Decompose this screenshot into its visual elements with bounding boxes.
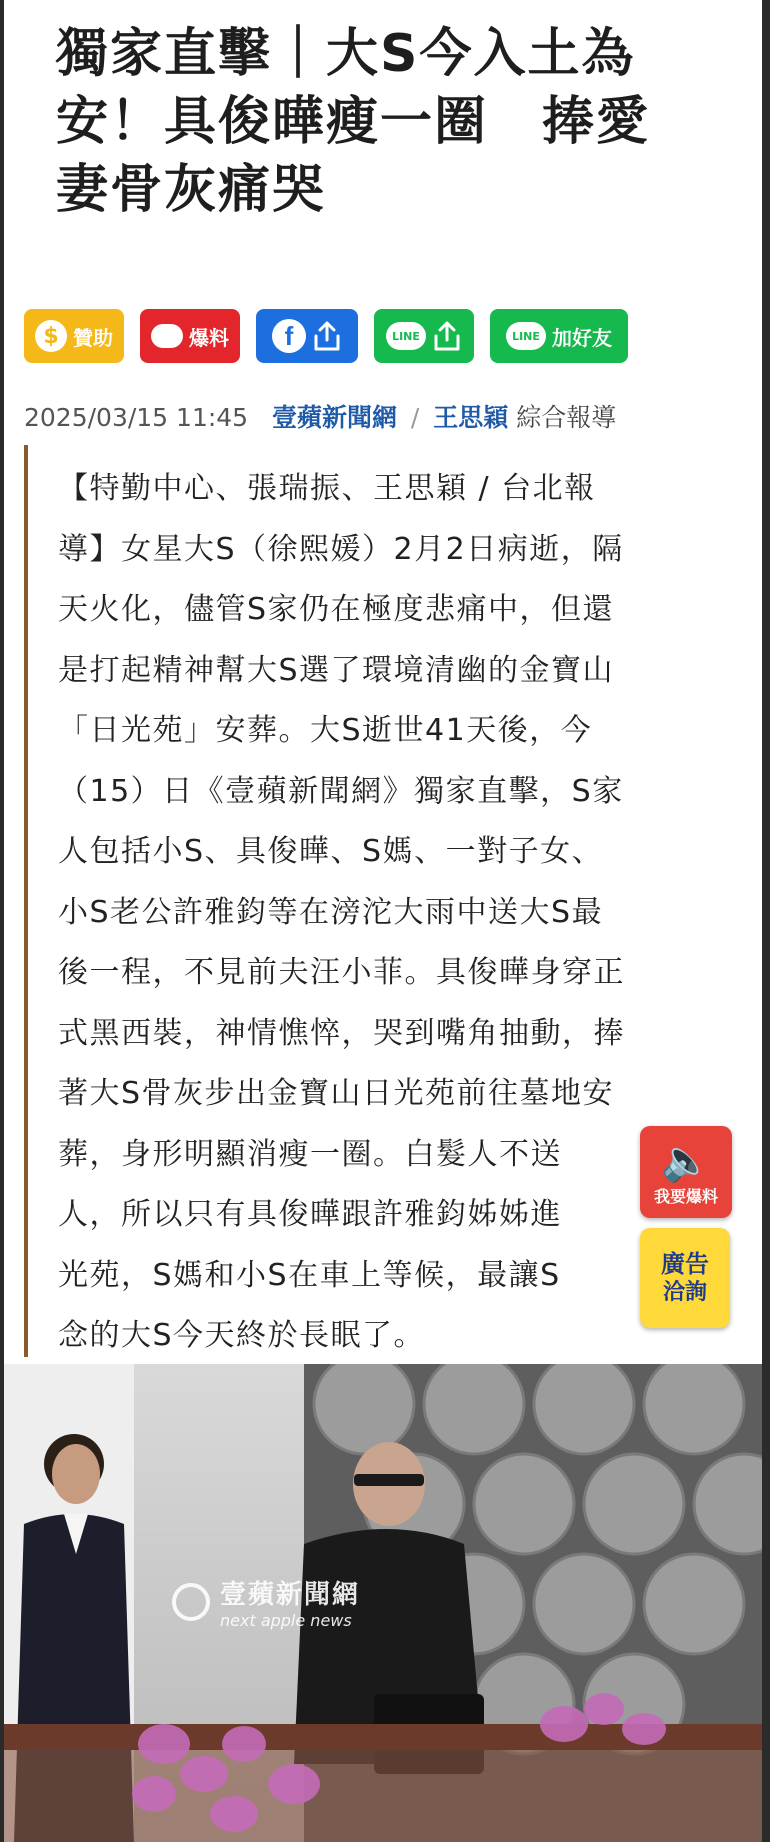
article-paragraph: [58, 459, 718, 1367]
article-line: 【特勤中心、張瑞振、王思穎 / 台北報: [58, 471, 596, 506]
line-add-friend-button[interactable]: [490, 309, 628, 363]
dollar-coin-icon: $: [35, 320, 67, 352]
floating-report-button[interactable]: [640, 1126, 732, 1218]
article-meta: [24, 398, 616, 434]
article-line: 導】女星大S（徐熙媛）2月2日病逝，隔: [58, 531, 624, 567]
report-type: 綜合報導: [516, 403, 617, 432]
article-line: 念的大S今天終於長眠了。: [58, 1318, 426, 1353]
speech-cloud-icon: [151, 324, 183, 348]
apple-logo-icon: [172, 1583, 210, 1621]
meta-separator: /: [410, 403, 420, 432]
article-line: 天火化，儘管S家仍在極度悲痛中，但還: [58, 592, 615, 627]
floating-report-label: 我要爆料: [653, 1186, 718, 1206]
right-frame-border: [762, 0, 770, 1842]
donate-label: 贊助: [73, 325, 113, 350]
article-line: 人，所以只有具俊曄跟許雅鈞姊姊進: [58, 1197, 562, 1232]
line-app-icon: LINE: [386, 322, 426, 350]
article-line: 「日光苑」安葬。大S逝世41天後，今: [58, 713, 593, 748]
headline-line: 安！具俊曄瘦一圈 捧愛: [56, 92, 651, 152]
add-friend-label: 加好友: [552, 325, 612, 350]
article-line: 人包括小S、具俊曄、S媽、一對子女、: [58, 834, 604, 869]
article-body: [24, 445, 724, 1357]
facebook-icon: f: [272, 319, 306, 353]
news-watermark: [172, 1574, 360, 1630]
watermark-title: 壹蘋新聞網: [220, 1580, 361, 1610]
article-line: 小S老公許雅鈞等在滂沱大雨中送大S最: [58, 894, 604, 930]
share-facebook-button[interactable]: [256, 309, 358, 363]
share-upload-icon: [432, 320, 462, 352]
photo-scene: [4, 1364, 762, 1842]
floating-ad-inquiry-button[interactable]: [640, 1228, 730, 1328]
report-label: 爆料: [189, 325, 229, 350]
author-link[interactable]: 王思穎: [433, 403, 509, 432]
ad-label-line2: 洽詢: [662, 1280, 707, 1305]
article-line: 後一程，不見前夫汪小菲。具俊曄身穿正: [58, 955, 625, 990]
article-headline: [56, 20, 716, 224]
article-line: 是打起精神幫大S選了環境清幽的金寶山: [58, 652, 615, 688]
article-photo: [4, 1364, 762, 1842]
headline-line: 妻骨灰痛哭: [56, 160, 327, 220]
headline-line: 獨家直擊｜大S今入土為: [56, 24, 636, 84]
article-line: （15）日《壹蘋新聞網》獨家直擊，S家: [58, 773, 624, 809]
watermark-subtitle: next apple news: [220, 1611, 352, 1630]
share-line-button[interactable]: [374, 309, 474, 363]
share-upload-icon: [312, 320, 342, 352]
donate-button[interactable]: [24, 309, 124, 363]
article-line: 式黑西裝，神情憔悴，哭到嘴角抽動，捧: [58, 1015, 625, 1051]
publish-date: 2025/03/15 11:45: [24, 403, 249, 432]
source-link[interactable]: 壹蘋新聞網: [271, 403, 397, 432]
report-news-button[interactable]: [140, 309, 240, 363]
line-app-icon: LINE: [506, 322, 546, 350]
article-line: 著大S骨灰步出金寶山日光苑前往墓地安: [58, 1076, 615, 1111]
article-line: 葬，身形明顯消瘦一圈。白髮人不送: [58, 1136, 562, 1172]
ad-label-line1: 廣告: [661, 1250, 709, 1278]
article-line: 光苑，S媽和小S在車上等候，最讓S: [58, 1257, 561, 1293]
speaker-icon: 🔈: [661, 1137, 711, 1184]
